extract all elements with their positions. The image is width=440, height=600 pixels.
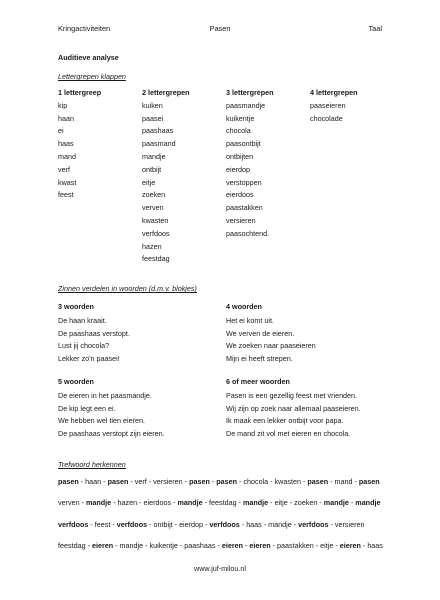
word-item: kwast <box>58 177 77 187</box>
keyword-word: chocola <box>243 477 269 486</box>
word-item: chocola <box>226 126 251 136</box>
sentence-item: De haan kraait. <box>58 316 107 325</box>
keyword-target: pasen <box>58 477 79 486</box>
word-item: mandje <box>142 151 166 161</box>
keyword-target: verfdoos <box>298 519 329 529</box>
section-heading-zinnen: Zinnen verdelen in woorden (d.m.v. blokjes) <box>58 284 197 293</box>
syllable-column-2 <box>142 87 190 266</box>
sentence-item: Lekker zo'n paasei! <box>58 353 120 363</box>
sentence-group-6-plus <box>226 375 361 440</box>
keyword-line: feestdag - eieren - mandje - kuikentje - paashaas - eieren - eieren - paastakken - eitje - eieren - haas <box>58 541 383 551</box>
keyword-word: eierdop <box>179 519 204 529</box>
keyword-target: mandje <box>323 498 349 508</box>
word-item: verstoppen <box>226 177 262 187</box>
header-right: Taal <box>368 24 382 33</box>
keyword-word: hazen <box>117 498 138 508</box>
header-left: Kringactiviteiten <box>58 24 111 33</box>
word-item: kwasten <box>142 215 169 225</box>
word-item: hazen <box>142 241 162 251</box>
group-header: 3 woorden <box>58 302 94 311</box>
keyword-target: verfdoos <box>116 519 148 529</box>
word-item: verf <box>58 164 70 174</box>
keyword-word: feestdag <box>209 498 237 508</box>
word-item: feest <box>58 190 74 200</box>
word-item: eitje <box>142 177 156 187</box>
keyword-target: pasen <box>107 477 129 486</box>
word-item: paasontbijt <box>226 139 261 149</box>
keyword-word: mandje <box>268 519 292 529</box>
keyword-word: paastakken <box>277 541 314 551</box>
keyword-word: feest <box>94 519 111 529</box>
sentence-item: De paashaas verstopt zijn eieren. <box>58 428 165 438</box>
keyword-word: haas <box>246 519 262 529</box>
keyword-word: ontbijt <box>153 519 173 529</box>
page-header <box>58 24 382 36</box>
keyword-word: eierdoos <box>143 498 172 508</box>
word-item: kip <box>58 100 68 110</box>
sentence-item: Het ei komt uit. <box>226 316 274 325</box>
keyword-target: eieren <box>249 541 271 551</box>
keyword-target: verfdoos <box>209 519 240 529</box>
word-item: haas <box>58 139 74 149</box>
keyword-target: mandje <box>355 498 381 508</box>
keyword-target: eieren <box>221 541 244 551</box>
keyword-word: zoeken <box>294 498 318 508</box>
sentence-item: Mijn ei heeft strepen. <box>226 353 293 363</box>
column-header: 2 lettergrepen <box>142 88 190 97</box>
syllable-column-4 <box>310 87 358 125</box>
keyword-word: kwasten <box>274 477 301 486</box>
word-item: verfdoos <box>142 228 170 238</box>
sentence-item: De kip legt een ei. <box>58 403 116 413</box>
keyword-lines <box>58 471 388 557</box>
sentence-item: We verven de eieren. <box>226 328 295 338</box>
keyword-target: pasen <box>216 477 238 486</box>
word-item: versieren <box>226 215 256 225</box>
column-header: 4 lettergrepen <box>310 88 358 97</box>
syllable-column-3 <box>226 87 274 241</box>
sentence-item: De paashaas verstopt. <box>58 328 130 338</box>
word-item: paasochtend. <box>226 228 270 238</box>
word-item: kuikentje <box>226 113 255 123</box>
word-item: verven <box>142 203 164 213</box>
word-item: kuiken <box>142 100 163 110</box>
keyword-line: pasen - haan - pasen - verf - versieren - pasen - pasen - chocola - kwasten - pasen - mand - pasen <box>58 477 380 486</box>
keyword-word: haas <box>367 541 383 551</box>
sentence-group-5 <box>58 375 165 440</box>
word-item: eierdoos <box>226 190 254 200</box>
word-item: paaseieren <box>310 100 346 110</box>
sentence-item: Ik maak een lekker ontbijt voor papa. <box>226 416 344 426</box>
sentence-item: De eieren in het paasmandje. <box>58 391 152 400</box>
section-heading-lettergrepen: Lettergrepen klappen <box>58 72 126 81</box>
word-item: haan <box>58 113 74 123</box>
sentence-item: De mand zit vol met eieren en chocola. <box>226 428 351 438</box>
word-item: paasmand <box>142 139 176 149</box>
word-item: paasmandje <box>226 100 266 110</box>
keyword-word: verven <box>58 498 80 508</box>
word-item: ei <box>58 126 64 136</box>
sentence-group-3 <box>58 300 130 365</box>
keyword-target: pasen <box>307 477 329 486</box>
keyword-word: verf <box>134 477 147 486</box>
word-item: ontbijten <box>226 151 254 161</box>
word-item: chocolade <box>310 113 343 123</box>
group-header: 6 of meer woorden <box>226 377 290 386</box>
word-item: paastakken <box>226 203 263 213</box>
keyword-target: eieren <box>339 541 361 551</box>
keyword-line: verfdoos - feest - verfdoos - ontbijt - eierdop - verfdoos - haas - mandje - verfdoos - versieren <box>58 519 365 529</box>
keyword-word: mand <box>334 477 353 486</box>
keyword-word: haan <box>85 477 102 486</box>
word-item: feestdag <box>142 254 170 264</box>
column-header: 3 lettergrepen <box>226 88 274 97</box>
word-item: ontbijt <box>142 164 162 174</box>
keyword-target: mandje <box>85 498 112 508</box>
sentence-item: Pasen is een gezellig feest met vrienden. <box>226 391 358 400</box>
keyword-target: pasen <box>189 477 210 486</box>
sentence-item: We hebben wel tien eieren. <box>58 416 145 426</box>
keyword-word: eitje <box>274 498 288 508</box>
group-header: 5 woorden <box>58 377 94 386</box>
group-header: 4 woorden <box>226 302 262 311</box>
keyword-word: feestdag <box>58 541 86 551</box>
page-title: Auditieve analyse <box>58 53 119 62</box>
keyword-word: mandje <box>119 541 144 551</box>
keyword-word: paashaas <box>184 541 216 551</box>
keyword-target: verfdoos <box>58 519 89 529</box>
keyword-word: versieren <box>334 519 365 529</box>
keyword-line: verven - mandje - hazen - eierdoos - mandje - feestdag - mandje - eitje - zoeken - mandje - mandje <box>58 498 381 508</box>
header-center: Pasen <box>209 24 231 33</box>
keyword-target: pasen <box>358 477 380 486</box>
keyword-word: versieren <box>153 477 183 486</box>
word-item: zoeken <box>142 190 166 200</box>
word-item: eierdop <box>226 164 250 174</box>
word-item: paasei <box>142 113 164 123</box>
section-heading-trefwoord: Trefwoord herkennen <box>58 460 126 469</box>
sentence-item: Lust jij chocola? <box>58 341 110 351</box>
keyword-target: eieren <box>91 541 114 551</box>
sentence-group-4 <box>226 300 316 365</box>
sentence-item: We zoeken naar paaseieren <box>226 341 316 351</box>
sentence-item: Wij zijn op zoek naar allemaal paaseieren. <box>226 403 361 413</box>
column-header: 1 lettergreep <box>58 88 102 97</box>
keyword-word: eitje <box>320 541 334 551</box>
footer-url: www.juf-milou.nl <box>194 564 246 573</box>
keyword-word: kuikentje <box>149 541 178 551</box>
word-item: paashaas <box>142 126 174 136</box>
syllable-column-1 <box>58 87 101 202</box>
keyword-target: mandje <box>177 498 203 508</box>
keyword-target: mandje <box>243 498 269 508</box>
word-item: mand <box>58 151 76 161</box>
